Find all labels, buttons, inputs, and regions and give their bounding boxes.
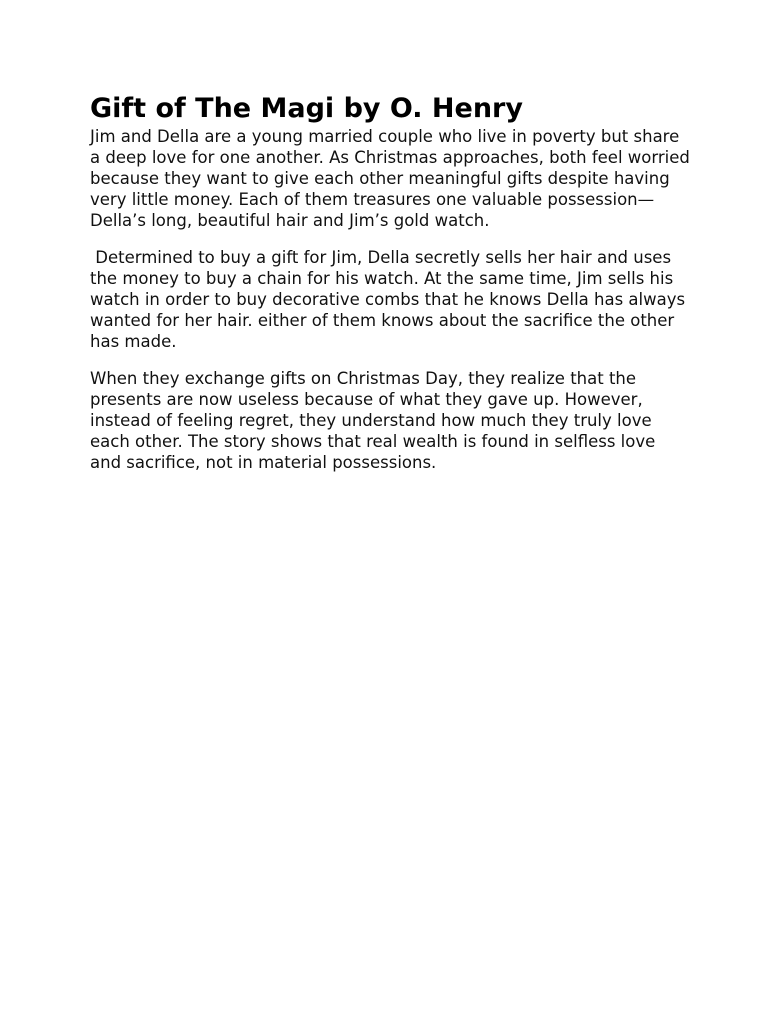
paragraph-2: Determined to buy a gift for Jim, Della secretly sells her hair and uses the money to buy a chain for his watch. At the same time, Jim sells his watch in order to buy decorative combs that he knows Della has always wanted for her hair. either of them knows about the sacrifice the other has made. bbox=[90, 248, 691, 351]
document-title: Gift of The Magi by O. Henry bbox=[90, 93, 523, 124]
paragraph-1: Jim and Della are a young married couple who live in poverty but share a deep love for one another. As Christmas approaches, both feel worried because they want to give each other meaningful gifts despite having very little money. Each of them treasures one valuable possession—Della’s long, beautiful hair and Jim’s gold watch. bbox=[90, 127, 696, 230]
document-page bbox=[90, 92, 696, 489]
paragraph-3: When they exchange gifts on Christmas Day, they realize that the presents are now useless because of what they gave up. However, instead of feeling regret, they understand how much they truly love each other. The story shows that real wealth is found in selfless love and sacrifice, not in material possessions. bbox=[90, 369, 661, 472]
